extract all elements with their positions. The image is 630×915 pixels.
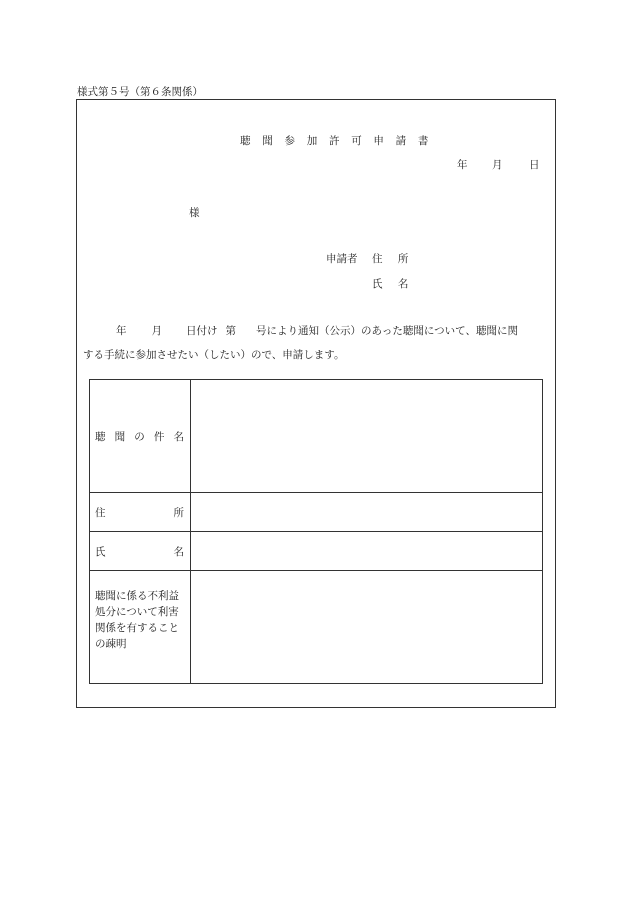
body-month: 月 (151, 325, 162, 337)
table-row-reason (90, 571, 543, 684)
name-label-char: 氏 (95, 545, 106, 558)
subject-label-char: 聴 (95, 430, 106, 443)
address-label-char: 住 (95, 506, 106, 519)
document-title: 聴 聞 参 加 許 可 申 請 書 (240, 135, 433, 147)
application-table (89, 379, 543, 684)
applicant-label: 申請者 (326, 253, 358, 265)
name-value-cell[interactable] (191, 532, 543, 571)
subject-label (95, 429, 190, 444)
applicant-address-label: 住 所 (372, 253, 415, 265)
reason-value-cell[interactable] (191, 571, 543, 684)
address-value-cell[interactable] (191, 493, 543, 532)
subject-label-cell (90, 380, 191, 493)
address-label-char: 所 (173, 506, 184, 519)
body-text-line-2: する手続に参加させたい（したい）ので、申請します。 (83, 349, 345, 361)
subject-label-char: の (134, 430, 145, 443)
table-row-name (90, 532, 543, 571)
subject-label-char: 件 (153, 430, 165, 443)
name-label-char: 名 (173, 545, 184, 558)
name-label-cell (90, 532, 191, 571)
form-number: 様式第５号（第６条関係） (77, 86, 203, 98)
subject-label-char: 聞 (114, 430, 126, 443)
body-number-prefix: 第 (225, 325, 236, 337)
subject-value-cell[interactable] (191, 380, 543, 493)
name-label (95, 544, 190, 559)
reason-label-cell (90, 571, 191, 684)
table-row-address (90, 493, 543, 532)
body-text-line-1 (116, 323, 518, 338)
subject-label-char: 名 (173, 430, 184, 443)
table-row-subject (90, 380, 543, 493)
date-day-label: 日 (529, 159, 540, 171)
addressee-suffix: 様 (189, 207, 200, 219)
date-year-label: 年 (457, 159, 468, 171)
reason-label: 聴聞に係る不利益処分について利害関係を有することの疎明 (95, 590, 179, 650)
date-month-label: 月 (492, 159, 503, 171)
body-date-suffix: 日付け (186, 325, 218, 337)
address-label (95, 505, 190, 520)
body-year: 年 (116, 325, 127, 337)
body-text-main: 号により通知（公示）のあった聴聞について、聴聞に関 (256, 325, 518, 337)
address-label-cell (90, 493, 191, 532)
applicant-name-label: 氏 名 (372, 278, 415, 290)
